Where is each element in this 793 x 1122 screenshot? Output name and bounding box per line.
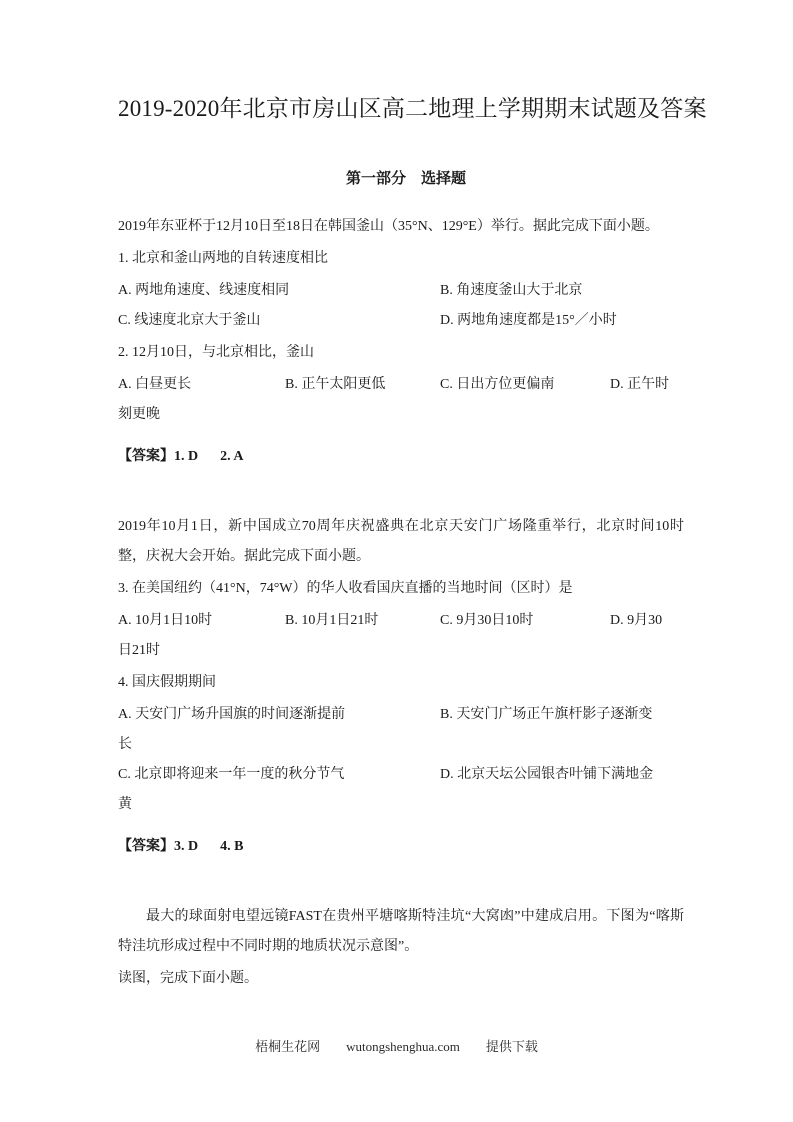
passage-national-day: 2019年10月1日，新中国成立70周年庆祝盛典在北京天安门广场隆重举行，北京时间10时整，庆祝大会开始。据此完成下面小题。	[118, 519, 684, 564]
answer-line-2	[118, 832, 684, 862]
footer-site-name: 梧桐生花网	[255, 1039, 321, 1054]
table-row	[118, 700, 684, 730]
answer-label: 【答案】	[118, 449, 174, 464]
table-row	[118, 760, 684, 790]
footer-watermark	[0, 1036, 793, 1058]
question-4-option-b[interactable]: B. 天安门广场正午旗杆影子逐渐变	[440, 707, 653, 722]
question-1-option-c[interactable]: C. 线速度北京大于釜山	[118, 313, 261, 328]
question-2-option-c[interactable]: C. 日出方位更偏南	[440, 377, 555, 392]
question-3-options	[118, 606, 684, 666]
block-separator	[118, 862, 684, 888]
answer-line-1	[118, 442, 684, 472]
footer-url[interactable]: wutongshenghua.com	[346, 1039, 460, 1054]
question-1-options	[118, 276, 684, 336]
passage-east-asian-cup: 2019年东亚杯于12月10日至18日在韩国釜山（35°N、129°E）举行。据此完成下面小题。	[118, 219, 659, 234]
document-content	[118, 88, 707, 994]
section-heading-part-one: 第一部分 选择题	[345, 171, 466, 187]
question-3-stem: 3. 在美国纽约（41°N，74°W）的华人收看国庆直播的当地时间（区时）是	[118, 581, 573, 596]
footer-download-action[interactable]: 提供下载	[485, 1039, 538, 1054]
question-3-option-a[interactable]: A. 10月1日10时	[118, 613, 213, 628]
table-row	[118, 306, 684, 336]
question-4-options	[118, 700, 684, 820]
question-4-option-b-continuation[interactable]: 长	[118, 737, 132, 752]
answer-2-value: 2. A	[220, 449, 244, 464]
question-2-options	[118, 370, 684, 430]
question-2-option-a[interactable]: A. 白昼更长	[118, 377, 192, 392]
page-title: 2019-2020年北京市房山区高二地理上学期期末试题及答案	[118, 96, 707, 121]
question-4-option-a[interactable]: A. 天安门广场升国旗的时间逐渐提前	[118, 707, 346, 722]
question-1-stem: 1. 北京和釜山两地的自转速度相比	[118, 251, 328, 266]
block-separator	[118, 472, 684, 498]
passage-fast-telescope: 最大的球面射电望远镜FAST在贵州平塘喀斯特洼坑“大窝凼”中建成启用。下图为“喀斯特洼坑形成过程中不同时期的地质状况示意图”。	[118, 909, 684, 954]
table-row	[118, 790, 684, 820]
answer-4-value: 4. B	[220, 839, 244, 854]
question-4-option-d-continuation[interactable]: 黄	[118, 797, 132, 812]
question-3-option-c[interactable]: C. 9月30日10时	[440, 613, 534, 628]
passage-fast-telescope-instruction: 读图，完成下面小题。	[118, 971, 258, 986]
question-1-option-b[interactable]: B. 角速度釜山大于北京	[440, 283, 583, 298]
answer-3-value: 3. D	[174, 839, 199, 854]
question-2-option-b[interactable]: B. 正午太阳更低	[285, 377, 386, 392]
answer-label: 【答案】	[118, 839, 174, 854]
question-3-option-d[interactable]: D. 9月30	[610, 613, 663, 628]
question-2-option-d[interactable]: D. 正午时	[610, 377, 670, 392]
table-row	[118, 276, 684, 306]
question-4-stem: 4. 国庆假期期间	[118, 675, 216, 690]
answer-1-value: 1. D	[174, 449, 199, 464]
question-4-option-c[interactable]: C. 北京即将迎来一年一度的秋分节气	[118, 767, 345, 782]
question-4-option-d[interactable]: D. 北京天坛公园银杏叶铺下满地金	[440, 767, 654, 782]
question-1-option-d[interactable]: D. 两地角速度都是15°／小时	[440, 313, 617, 328]
question-3-option-b[interactable]: B. 10月1日21时	[285, 613, 379, 628]
question-2-stem: 2. 12月10日，与北京相比，釜山	[118, 345, 314, 360]
table-row	[118, 730, 684, 760]
question-2-option-d-continuation[interactable]: 刻更晚	[118, 407, 160, 422]
question-3-option-d-continuation[interactable]: 日21时	[118, 643, 160, 658]
question-1-option-a[interactable]: A. 两地角速度、线速度相同	[118, 283, 290, 298]
